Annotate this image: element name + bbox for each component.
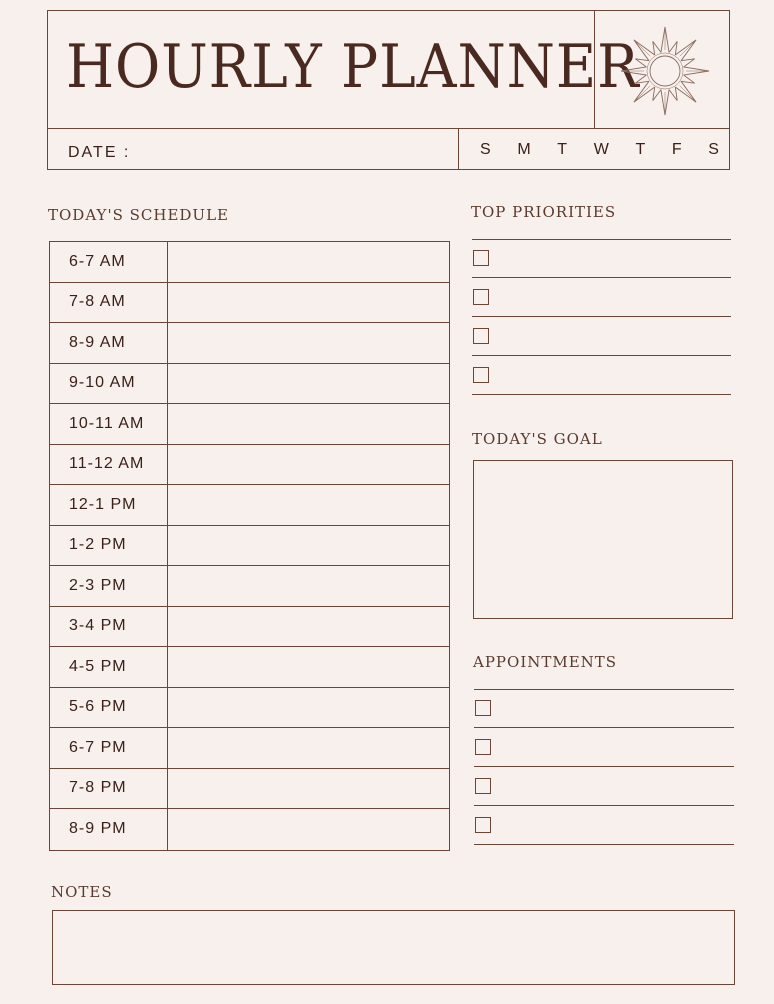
schedule-time-label: 5-6 PM [50,688,168,728]
sun-ray-vein [680,86,694,100]
schedule-entry-field[interactable] [168,566,449,606]
schedule-row [50,688,449,729]
schedule-entry-field[interactable] [168,688,449,728]
schedule-time-label: 10-11 AM [50,404,168,444]
schedule-entry-field[interactable] [168,647,449,687]
schedule-entry-field[interactable] [168,242,449,282]
schedule-entry-field[interactable] [168,728,449,768]
header-box [47,10,730,170]
schedule-time-label: 12-1 PM [50,485,168,525]
ornament-cell [595,11,729,129]
priority-checkbox[interactable] [473,289,489,305]
sun-ray [653,87,661,101]
sun-ray [681,59,695,67]
sun-ray [653,41,661,55]
goal-box[interactable] [473,460,733,619]
sun-ray [635,75,649,83]
schedule-entry-field[interactable] [168,445,449,485]
day-saturday[interactable]: S [708,141,720,158]
schedule-time-label: 9-10 AM [50,364,168,404]
schedule-row [50,364,449,405]
schedule-time-label: 2-3 PM [50,566,168,606]
schedule-row [50,283,449,324]
schedule-time-label: 1-2 PM [50,526,168,566]
schedule-row [50,647,449,688]
schedule-entry-field[interactable] [168,809,449,850]
priority-row[interactable] [472,278,731,317]
title-cell [48,11,640,129]
sun-ray [635,59,649,67]
sun-ray [669,87,677,101]
schedule-entry-field[interactable] [168,364,449,404]
priority-row[interactable] [472,317,731,356]
appointment-checkbox[interactable] [475,739,491,755]
schedule-time-label: 4-5 PM [50,647,168,687]
schedule-entry-field[interactable] [168,485,449,525]
priority-checkbox[interactable] [473,328,489,344]
schedule-entry-field[interactable] [168,526,449,566]
schedule-row [50,607,449,648]
day-thursday[interactable]: T [635,141,647,158]
day-monday[interactable]: M [517,141,532,158]
schedule-entry-field[interactable] [168,769,449,809]
schedule-time-label: 11-12 AM [50,445,168,485]
schedule-row [50,526,449,567]
priority-row[interactable] [472,239,731,278]
notes-heading: NOTES [51,883,113,901]
schedule-row [50,445,449,486]
schedule-entry-field[interactable] [168,323,449,363]
priorities-heading: TOP PRIORITIES [471,203,617,221]
priority-checkbox[interactable] [473,250,489,266]
sun-ray-vein [636,86,650,100]
page-title: HOURLY PLANNER [66,32,640,102]
appointment-checkbox[interactable] [475,778,491,794]
appointments-list [474,689,734,847]
schedule-row [50,404,449,445]
priority-checkbox[interactable] [473,367,489,383]
sun-icon [595,11,729,129]
schedule-row [50,566,449,607]
sun-ray-vein [680,42,694,56]
schedule-entry-field[interactable] [168,404,449,444]
sun-ray [669,41,677,55]
day-tuesday[interactable]: T [557,141,569,158]
sun-ray [681,75,695,83]
date-label: DATE : [68,144,131,161]
appointment-row[interactable] [474,767,734,806]
schedule-time-label: 7-8 AM [50,283,168,323]
priority-row[interactable] [472,356,731,395]
date-row-divider [458,129,459,169]
schedule-row [50,485,449,526]
goal-heading: TODAY'S GOAL [472,430,603,448]
appointment-row[interactable] [474,728,734,767]
schedule-row [50,242,449,283]
schedule-time-label: 6-7 AM [50,242,168,282]
schedule-row [50,728,449,769]
appointment-checkbox[interactable] [475,700,491,716]
schedule-heading: TODAY'S SCHEDULE [48,206,229,224]
schedule-row [50,769,449,810]
schedule-table [49,241,450,851]
weekday-row [480,141,720,159]
schedule-time-label: 3-4 PM [50,607,168,647]
day-sunday[interactable]: S [480,141,492,158]
schedule-row [50,323,449,364]
schedule-time-label: 8-9 AM [50,323,168,363]
schedule-time-label: 8-9 PM [50,809,168,850]
schedule-time-label: 7-8 PM [50,769,168,809]
appointment-row[interactable] [474,806,734,845]
notes-box[interactable] [52,910,735,985]
appointments-heading: APPOINTMENTS [473,653,618,671]
appointment-checkbox[interactable] [475,817,491,833]
sun-ray-vein [636,42,650,56]
schedule-row [50,809,449,850]
schedule-time-label: 6-7 PM [50,728,168,768]
day-wednesday[interactable]: W [593,141,610,158]
schedule-entry-field[interactable] [168,607,449,647]
appointment-row[interactable] [474,689,734,728]
schedule-entry-field[interactable] [168,283,449,323]
priorities-list [472,239,731,397]
day-friday[interactable]: F [671,141,683,158]
